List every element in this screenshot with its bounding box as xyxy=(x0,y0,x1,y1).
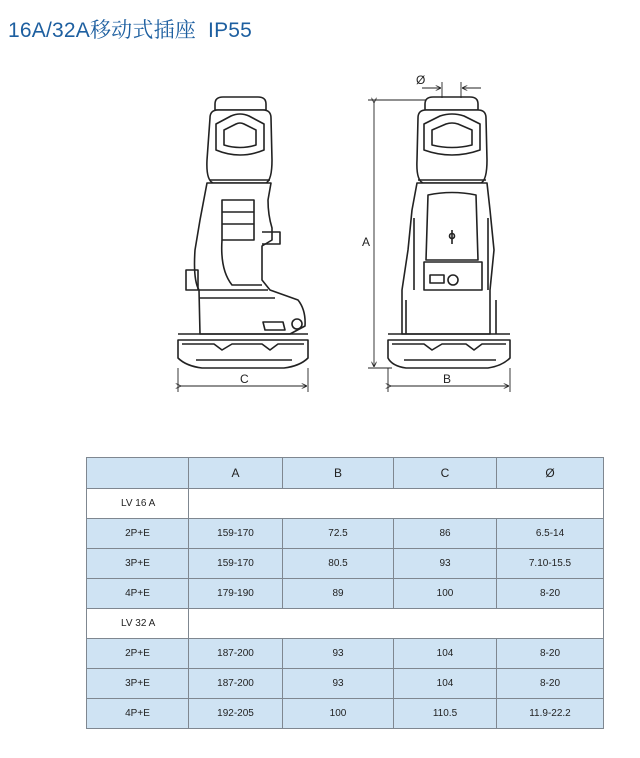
cell-c: 86 xyxy=(394,519,497,549)
cell-diameter: 8-20 xyxy=(497,669,604,699)
row-label: 4P+E xyxy=(87,579,189,609)
header-b: B xyxy=(283,458,394,489)
cell-a: 159-170 xyxy=(189,519,283,549)
table-row xyxy=(87,669,604,699)
cell-a: 192-205 xyxy=(189,699,283,729)
group-label: LV 32 A xyxy=(87,609,189,639)
table-header-row xyxy=(87,458,604,489)
cell-c: 100 xyxy=(394,579,497,609)
cell-a: 187-200 xyxy=(189,639,283,669)
cell-a: 179-190 xyxy=(189,579,283,609)
group-row-16a xyxy=(87,489,604,519)
row-label: 4P+E xyxy=(87,699,189,729)
cell-c: 104 xyxy=(394,669,497,699)
dimension-c-label: C xyxy=(240,372,249,386)
row-label: 3P+E xyxy=(87,549,189,579)
table-row xyxy=(87,519,604,549)
cell-b: 80.5 xyxy=(283,549,394,579)
group-label: LV 16 A xyxy=(87,489,189,519)
cell-diameter: 6.5-14 xyxy=(497,519,604,549)
dimension-diameter xyxy=(422,82,481,98)
table-row xyxy=(87,549,604,579)
header-corner xyxy=(87,458,189,489)
cell-diameter: 7.10-15.5 xyxy=(497,549,604,579)
dimensions-table xyxy=(86,457,604,729)
side-view xyxy=(178,97,308,368)
cell-diameter: 8-20 xyxy=(497,579,604,609)
cell-b: 89 xyxy=(283,579,394,609)
cell-b: 100 xyxy=(283,699,394,729)
cell-b: 93 xyxy=(283,669,394,699)
cell-diameter: 11.9-22.2 xyxy=(497,699,604,729)
cell-c: 110.5 xyxy=(394,699,497,729)
cell-c: 104 xyxy=(394,639,497,669)
page-title: 16A/32A移动式插座 IP55 xyxy=(8,19,253,42)
table-row xyxy=(87,699,604,729)
row-label: 2P+E xyxy=(87,519,189,549)
table-row xyxy=(87,579,604,609)
header-diameter: Ø xyxy=(497,458,604,489)
cell-c: 93 xyxy=(394,549,497,579)
cell-a: 187-200 xyxy=(189,669,283,699)
cell-a: 159-170 xyxy=(189,549,283,579)
cell-b: 72.5 xyxy=(283,519,394,549)
cell-diameter: 8-20 xyxy=(497,639,604,669)
table-row xyxy=(87,639,604,669)
dimension-a-label: A xyxy=(362,235,371,249)
row-label: 3P+E xyxy=(87,669,189,699)
header-c: C xyxy=(394,458,497,489)
front-view xyxy=(388,97,510,368)
cell-b: 93 xyxy=(283,639,394,669)
group-row-32a xyxy=(87,609,604,639)
dimension-b-label: B xyxy=(443,372,452,386)
header-a: A xyxy=(189,458,283,489)
row-label: 2P+E xyxy=(87,639,189,669)
dimension-diameter-label: Ø xyxy=(416,73,426,87)
